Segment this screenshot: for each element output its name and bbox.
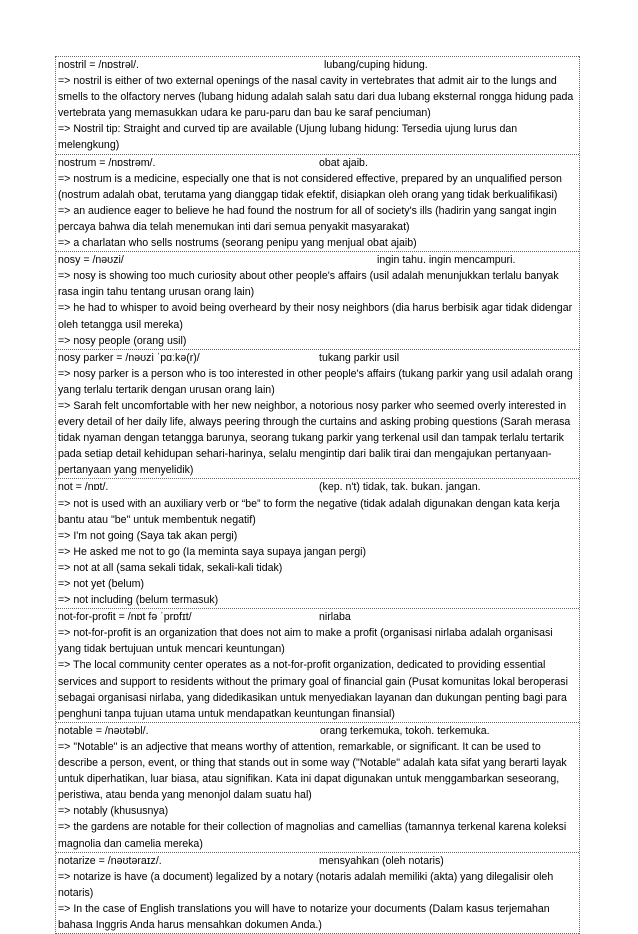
example-line: => nosy is showing too much curiosity about other people's affairs (usil adalah menunjukkan terlalu banyak rasa ingin tahu tentang urusan orang lain) (58, 270, 559, 299)
headword: not = /nɒt/. (58, 481, 109, 494)
dictionary-table (55, 56, 580, 934)
example-line: => the gardens are notable for their collection of magnolias and camellias (tamannya terkenal karena koleksi magnolia dan camelia mereka) (58, 821, 567, 850)
example-line: => not including (belum termasuk) (58, 594, 219, 607)
entry-header (58, 853, 578, 869)
example-line: => a charlatan who sells nostrums (seorang penipu yang menjual obat ajaib) (58, 237, 417, 250)
entry-header (58, 350, 578, 366)
dictionary-entry (56, 56, 579, 154)
example-line: => nosy parker is a person who is too interested in other people's affairs (tukang parkir yang usil adalah orang yang terlalu tertarik dengan urusan orang lain) (58, 367, 573, 396)
example-line: => He asked me not to go (Ia meminta saya supaya jangan pergi) (58, 545, 366, 558)
example-line: => I'm not going (Saya tak akan pergi) (58, 529, 238, 542)
dictionary-entry (56, 852, 579, 934)
example-line: => Nostril tip: Straight and curved tip are available (Ujung lubang hidung: Tersedia ujung lurus dan melengkung) (58, 123, 518, 152)
dictionary-entry (56, 722, 579, 852)
translation: nirlaba (319, 611, 351, 624)
dictionary-entry (56, 251, 579, 349)
entry-header (58, 57, 578, 73)
dictionary-entry (56, 608, 579, 722)
example-line: => not-for-profit is an organization that does not aim to make a profit (organisasi nirlaba adalah organisasi yang tidak bertujuan untuk mencari keuntungan) (58, 627, 553, 656)
translation: tukang parkir usil (319, 351, 400, 364)
translation: obat ajaib. (319, 156, 368, 169)
headword: not-for-profit = /nɒt fə ˈprɒfɪt/ (58, 611, 192, 624)
example-line: => an audience eager to believe he had found the nostrum for all of society's ills (hadirin yang sangat ingin percaya bahwa dia telah menemukan inti dari semua penyakit masyarakat) (58, 204, 557, 233)
example-line: => The local community center operates as a not-for-profit organization, dedicated to providing essential services and support to residents without the primary goal of financial gain (Pusat komunitas lokal beroperasi sebagai organisasi nirlaba, yang didedikasikan untuk menyediakan layanan dan dukungan penting bagi para penghuni tanpa tujuan utama untuk mendapatkan keuntungan finansial) (58, 659, 568, 720)
example-line: => "Notable" is an adjective that means worthy of attention, remarkable, or significant. It can be used to describe a person, event, or thing that stands out in some way ("Notable" adalah kata sifat yang berarti layak untuk diperhatikan, luar biasa, atau signifikan. Kata ini dapat digunakan untuk menggambarkan seseorang, peristiwa, atau benda yang menonjol dalam suatu hal) (58, 740, 567, 802)
dictionary-entry (56, 154, 579, 252)
entry-header (58, 479, 578, 495)
example-line: => nosy people (orang usil) (58, 334, 187, 347)
headword: notable = /nəʊtəbl/. (58, 724, 149, 737)
example-line: => not is used with an auxiliary verb or “be” to form the negative (tidak adalah digunakan dengan kata kerja bantu atau "be" untuk membentuk negatif) (58, 497, 560, 526)
example-line: => not at all (sama sekali tidak, sekali-kali tidak) (58, 561, 283, 574)
example-line: => notarize is have (a document) legalized by a notary (notaris adalah memiliki (akta) yang dilegalisir oleh notaris) (58, 870, 554, 899)
entry-header (58, 723, 578, 739)
entry-header (58, 155, 578, 171)
translation: lubang/cuping hidung. (324, 59, 428, 71)
example-line: => nostrum is a medicine, especially one that is not considered effective, prepared by an unqualified person (nostrum adalah obat, terutama yang dianggap tidak efektif, disiapkan oleh orang yang tidak berkualifikasi) (58, 172, 562, 201)
translation: orang terkemuka, tokoh. terkemuka. (320, 724, 490, 737)
translation: (kep. n't) tidak, tak. bukan. jangan. (319, 481, 481, 494)
example-line: => Sarah felt uncomfortable with her new neighbor, a notorious nosy parker who seemed overly interested in every detail of her daily life, always peering through the curtains and asking probing questions (Sarah merasa tidak nyaman dengan tetangga barunya, seorang tukang parkir yang terkenal usil dan tampak terlalu tertarik pada setiap detail kehidupan sehari-harinya, selalu mengintip dari balik tirai dan mengajukan pertanyaan-pertanyaan yang menyelidik) (58, 399, 571, 477)
headword: notarize = /nəʊtəraɪz/. (58, 854, 162, 867)
dictionary-entry (56, 349, 579, 479)
example-line: => In the case of English translations you will have to notarize your documents (Dalam kasus terjemahan bahasa Inggris Anda harus mensahkan dokumen Anda.) (58, 902, 550, 931)
translation: mensyahkan (oleh notaris) (319, 854, 444, 867)
example-line: => he had to whisper to avoid being overheard by their nosy neighbors (dia harus berbisik agar tidak didengar oleh tetangga usil mereka) (58, 302, 573, 331)
dictionary-entry (56, 478, 579, 608)
example-line: => notably (khususnya) (58, 805, 169, 818)
example-line: => nostril is either of two external openings of the nasal cavity in vertebrates that admit air to the lungs and smells to the olfactory nerves (lubang hidung adalah salah satu dari dua lubang eksternal rongga hidung pada vertebrata yang memasukkan udara ke paru-paru dan bau ke saraf penciuman) (58, 75, 574, 120)
headword: nosy = /nəʊzi/ (58, 254, 124, 267)
headword: nostril = /nɒstrəl/. (58, 59, 139, 71)
entry-header (58, 609, 578, 625)
translation: ingin tahu. ingin mencampuri. (377, 254, 516, 267)
entry-header (58, 252, 578, 268)
example-line: => not yet (belum) (58, 578, 144, 590)
headword: nosy parker = /nəʊzi ˈpɑːkə(r)/ (58, 351, 200, 364)
headword: nostrum = /nɒstrəm/. (58, 156, 156, 169)
